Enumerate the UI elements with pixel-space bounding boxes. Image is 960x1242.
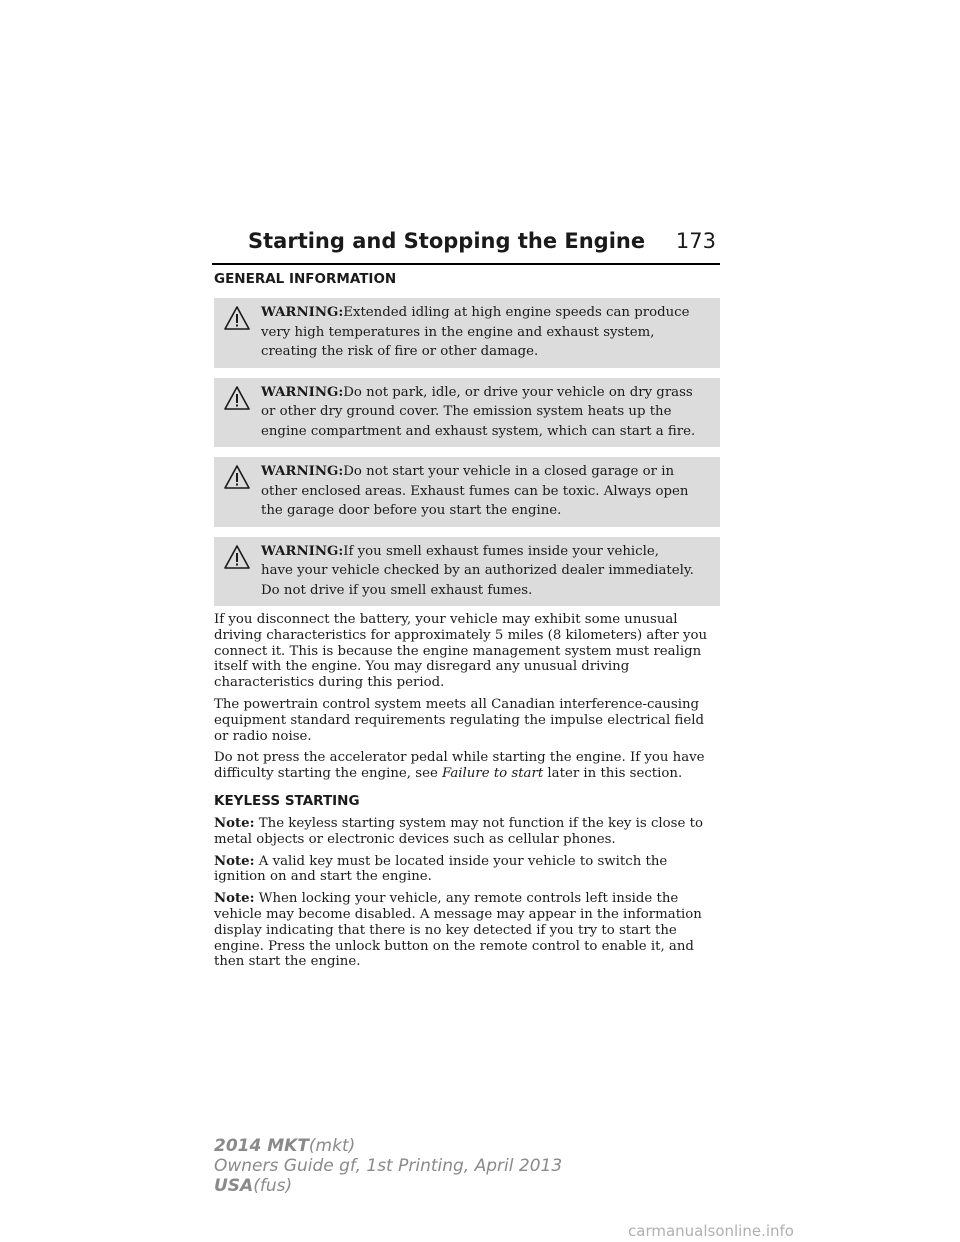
- warning-label: WARNING:: [261, 543, 344, 559]
- accelerator-paragraph: [214, 750, 720, 782]
- warning-triangle-icon: [224, 545, 250, 569]
- page-footer: [214, 1136, 562, 1196]
- note-label: Note:: [214, 853, 255, 869]
- warning-triangle-icon: [224, 386, 250, 410]
- warning-text-first-line: If you smell exhaust fumes inside your vehicle,: [343, 543, 659, 559]
- general-information-heading: GENERAL INFORMATION: [214, 271, 397, 287]
- note-text: The keyless starting system may not function if the key is close to metal objects or electronic devices such as cellular phones.: [214, 815, 703, 847]
- warning-text: or other dry ground cover. The emission system heats up the engine compartment and exhaust system, which can start a fire.: [261, 404, 696, 439]
- warning-label: WARNING:: [261, 305, 344, 320]
- warning-text-first-line: Extended idling at high engine speeds can produce: [343, 305, 690, 320]
- page-header: [212, 227, 720, 265]
- note-paragraph: [214, 891, 720, 970]
- note-paragraph: [214, 854, 720, 886]
- warning-triangle-icon: [224, 306, 250, 330]
- accelerator-text: Do not press the accelerator pedal while starting the engine. If you have difficulty starting the engine, see: [214, 750, 705, 782]
- warning-label: WARNING:: [261, 464, 344, 479]
- footer-region-line: USA(fus): [214, 1176, 293, 1196]
- note-paragraph: [214, 816, 720, 848]
- interference-paragraph: The powertrain control system meets all Canadian interference-causing equipment standard requirements regulating the impulse electrical field or radio noise.: [214, 696, 704, 744]
- failure-to-start-reference: Failure to start: [442, 766, 544, 782]
- warning-box: [214, 298, 720, 368]
- warning-triangle-icon: [224, 465, 250, 489]
- warning-box: [214, 537, 720, 607]
- page-number: 173: [675, 229, 716, 253]
- note-label: Note:: [214, 815, 255, 831]
- site-watermark: carmanualsonline.info: [628, 1222, 794, 1240]
- keyless-starting-heading: KEYLESS STARTING: [214, 792, 360, 809]
- warning-text: other enclosed areas. Exhaust fumes can be toxic. Always open the garage door before you start the engine.: [261, 483, 689, 518]
- warning-text: very high temperatures in the engine and exhaust system, creating the risk of fire or other damage.: [261, 324, 655, 359]
- note-label: Note:: [214, 891, 255, 907]
- page-content: [214, 270, 720, 970]
- warning-text-first-line: Do not start your vehicle in a closed garage or in: [343, 464, 675, 479]
- footer-edition-line: Owners Guide gf, 1st Printing, April 2013: [214, 1156, 563, 1176]
- warning-box: [214, 457, 720, 527]
- note-text: A valid key must be located inside your vehicle to switch the ignition on and start the engine.: [214, 853, 668, 885]
- warning-text-first-line: Do not park, idle, or drive your vehicle on dry grass: [343, 384, 693, 400]
- footer-model-line: 2014 MKT(mkt): [214, 1136, 356, 1156]
- battery-disconnect-paragraph: If you disconnect the battery, your vehicle may exhibit some unusual driving characteristics for approximately 5 miles (8 kilometers) after you connect it. This is because the engine management system must realign itself with the engine. You may disregard any unusual driving characteristics during this period.: [214, 612, 708, 691]
- note-text: When locking your vehicle, any remote controls left inside the vehicle may become disabled. A message may appear in the information display indicating that there is no key detected if you try to start the engine. Press the unlock button on the remote control to enable it, and then start the engine.: [214, 891, 702, 970]
- warning-label: WARNING:: [261, 384, 344, 400]
- warning-box: [214, 378, 720, 448]
- accelerator-text-end: later in this section.: [543, 766, 683, 782]
- warning-text: have your vehicle checked by an authorized dealer immediately. Do not drive if you smell exhaust fumes.: [261, 563, 694, 598]
- section-title: Starting and Stopping the Engine: [248, 229, 646, 253]
